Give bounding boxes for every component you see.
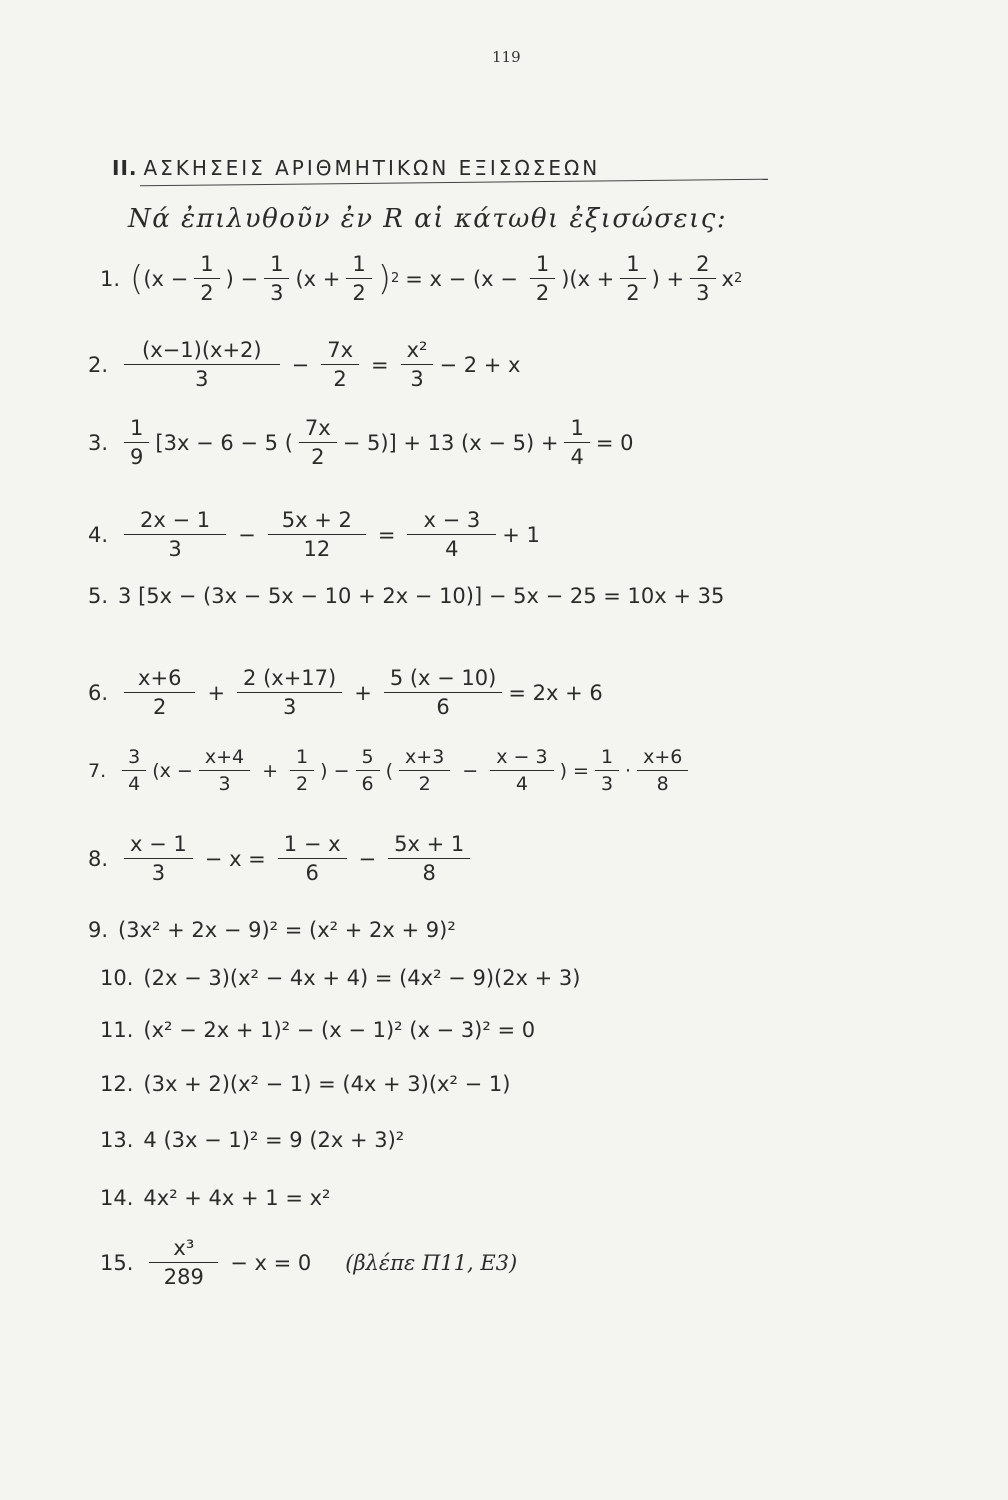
equation-number: 9. xyxy=(88,918,109,942)
fraction: $\frac{\text{x²}}{3}$ xyxy=(401,338,434,391)
equation-number: 2. xyxy=(88,352,109,377)
equation-number: 5. xyxy=(88,584,109,608)
equation-number: 11. xyxy=(100,1018,134,1042)
fraction: $\frac{1}{4}$ xyxy=(564,416,589,469)
expr: (x − xyxy=(143,266,189,291)
equation-number: 4. xyxy=(88,522,109,547)
fraction: $\frac{x - 1}{3}$ xyxy=(124,832,193,885)
expr: = 2x + 6 xyxy=(508,680,603,705)
section-number: II. xyxy=(112,156,138,180)
fraction: $\frac{1}{9}$ xyxy=(124,416,149,469)
equation-1: 1. ( (x − $\frac{1}{2}$ ) − $\frac{1}{3}$ (x + $\frac{1}{2}$ ) 2 = x − (x − $\frac{1}{2}$ )(x + $\frac{1}{2}$ ) + $\frac{2}{3}$ x 2 xyxy=(100,252,743,305)
page-number: 119 xyxy=(492,48,521,66)
equation-3 xyxy=(88,416,633,469)
equation-number: 14. xyxy=(100,1186,134,1210)
fraction: $\frac{3}{4}$ xyxy=(122,746,146,795)
equation-11 xyxy=(100,1018,535,1042)
equation-number: 6. xyxy=(88,680,109,705)
fraction: $\frac{x - 3}{4}$ xyxy=(490,746,553,795)
expr: ) − xyxy=(320,759,350,782)
fraction: $\frac{2 (x+17)}{3}$ xyxy=(237,666,342,719)
fraction: $\frac{x+3}{2}$ xyxy=(399,746,450,795)
fraction: $\frac{1 - x}{6}$ xyxy=(278,832,347,885)
fraction: $\frac{x+4}{3}$ xyxy=(199,746,250,795)
fraction: $\frac{1}{2}$ xyxy=(290,746,314,795)
expr: = 0 xyxy=(595,430,634,455)
expr: 4 (3x − 1)² = 9 (2x + 3)² xyxy=(143,1128,405,1152)
fraction: $\frac{1}{2}$ xyxy=(194,252,219,305)
expr: (x + xyxy=(295,266,341,291)
fraction: $\frac{5x + 1}{8}$ xyxy=(388,832,470,885)
equation-8: 8. $\frac{x - 1}{3}$ − x = $\frac{1 - x}{6}$ − $\frac{5x + 1}{8}$ xyxy=(88,832,476,885)
expr: ) = xyxy=(559,759,589,782)
fraction: $\frac{2x - 1}{3}$ xyxy=(124,508,226,561)
equation-number: 7. xyxy=(88,759,107,782)
expr: (x − xyxy=(152,759,193,782)
expr: − x = 0 xyxy=(230,1250,312,1275)
equation-9 xyxy=(88,918,456,942)
equation-number: 13. xyxy=(100,1128,134,1152)
fraction: $\frac{1}{2}$ xyxy=(530,252,555,305)
expr: ) + xyxy=(651,266,685,291)
expr: (3x² + 2x − 9)² = (x² + 2x + 9)² xyxy=(118,918,456,942)
equation-10 xyxy=(100,966,581,990)
fraction: $\frac{7x}{2}$ xyxy=(299,416,337,469)
equation-number: 10. xyxy=(100,966,134,990)
section-title: ΑΣΚΗΣΕΙΣ ΑΡΙΘΜΗΤΙΚΩΝ ΕΞΙΣΩΣΕΩΝ xyxy=(143,156,601,180)
expr: (3x + 2)(x² − 1) = (4x + 3)(x² − 1) xyxy=(143,1072,511,1096)
expr: )(x + xyxy=(561,266,615,291)
fraction: $\frac{2}{3}$ xyxy=(690,252,715,305)
equation-number: 8. xyxy=(88,846,109,871)
equation-number: 12. xyxy=(100,1072,134,1096)
equation-6: 6. $\frac{x+6}{2}$ + $\frac{2 (x+17)}{3}$ + $\frac{5 (x - 10)}{6}$ = 2x + 6 xyxy=(88,666,603,719)
fraction: $\frac{x - 3}{4}$ xyxy=(407,508,496,561)
expr: ) − xyxy=(225,266,259,291)
expr: − 2 + x xyxy=(439,352,521,377)
equation-7: 7. $\frac{3}{4}$ (x − $\frac{x+4}{3}$ + $\frac{1}{2}$ ) − $\frac{5}{6}$ ( $\frac{x+3}{2}$ − $\frac{x - 3}{4}$ ) = $\frac{1}{3}$ · $\frac{x+6}{8}$ xyxy=(88,746,694,795)
equation-number: 15. xyxy=(100,1250,134,1275)
fraction: $\frac{5x + 2}{12}$ xyxy=(268,508,366,561)
expr: 3 [5x − (3x − 5x − 10 + 2x − 10)] − 5x − 25 = 10x + 35 xyxy=(118,584,725,608)
fraction: $\frac{7x}{2}$ xyxy=(321,338,359,391)
reference-note: (βλέπε Π11, Ε3) xyxy=(345,1250,518,1275)
expr: (2x − 3)(x² − 4x + 4) = (4x² − 9)(2x + 3) xyxy=(143,966,581,990)
instruction-text: Νά ἐπιλυθοῦν ἐν R αἱ κάτωθι ἐξισώσεις: xyxy=(128,204,728,234)
fraction: $\frac{5}{6}$ xyxy=(356,746,380,795)
equation-15 xyxy=(100,1236,517,1289)
equation-number: 3. xyxy=(88,430,109,455)
expr: (x² − 2x + 1)² − (x − 1)² (x − 3)² = 0 xyxy=(143,1018,536,1042)
fraction: $\frac{x+6}{2}$ xyxy=(124,666,195,719)
equation-14 xyxy=(100,1186,330,1210)
fraction: $\frac{5 (x - 10)}{6}$ xyxy=(384,666,503,719)
fraction: $\frac{x+6}{8}$ xyxy=(637,746,688,795)
expr: + 1 xyxy=(502,522,540,547)
equation-number: 1. xyxy=(100,266,121,291)
equation-5 xyxy=(88,584,724,608)
fraction: $\frac{1}{3}$ xyxy=(264,252,289,305)
equation-2: 2. $\frac{(x-1)(x+2)}{3}$ − $\frac{7x}{2}$ = $\frac{\text{x²}}{3}$ − 2 + x xyxy=(88,338,521,391)
equation-4: 4. $\frac{2x - 1}{3}$ − $\frac{5x + 2}{12}$ = $\frac{x - 3}{4}$ + 1 xyxy=(88,508,540,561)
expr: − 5)] + 13 (x − 5) + xyxy=(342,430,559,455)
equation-13 xyxy=(100,1128,404,1152)
fraction: $\frac{(x-1)(x+2)}{3}$ xyxy=(124,338,280,391)
fraction: $\frac{1}{3}$ xyxy=(595,746,619,795)
section-heading xyxy=(112,156,600,180)
fraction: $\frac{\text{x³}}{289}$ xyxy=(149,1236,218,1289)
expr: [3x − 6 − 5 ( xyxy=(155,430,293,455)
fraction: $\frac{1}{2}$ xyxy=(346,252,371,305)
expr: 4x² + 4x + 1 = x² xyxy=(143,1186,331,1210)
equation-12 xyxy=(100,1072,510,1096)
expr: = x − (x − xyxy=(405,266,518,291)
fraction: $\frac{1}{2}$ xyxy=(620,252,645,305)
